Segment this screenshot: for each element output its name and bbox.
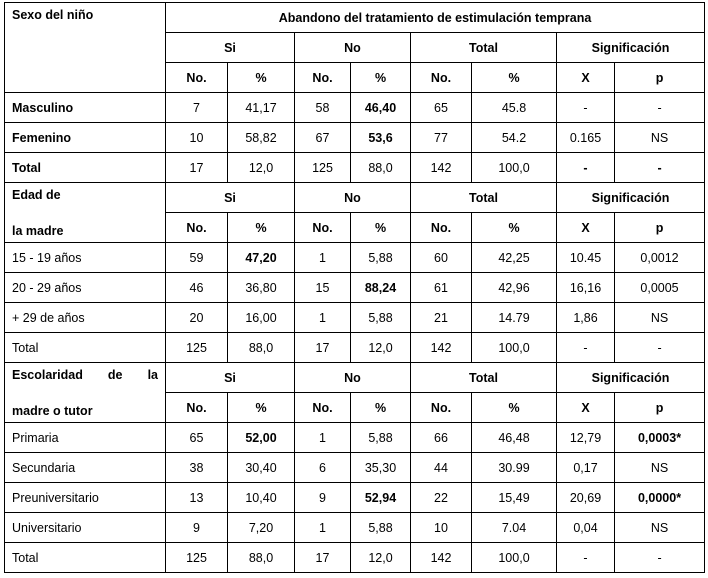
table-cell: 61 bbox=[411, 273, 472, 303]
table-cell: 46,40 bbox=[351, 93, 411, 123]
section-label bbox=[5, 183, 166, 243]
table-cell: 22 bbox=[411, 483, 472, 513]
row-label: Primaria bbox=[5, 423, 166, 453]
table-cell: 67 bbox=[295, 123, 351, 153]
table-cell: 66 bbox=[411, 423, 472, 453]
col-header: No. bbox=[295, 213, 351, 243]
table-cell: 35,30 bbox=[351, 453, 411, 483]
col-header: % bbox=[351, 213, 411, 243]
table-cell: - bbox=[557, 333, 615, 363]
table-cell: 5,88 bbox=[351, 303, 411, 333]
section-label-line: Edad de bbox=[12, 187, 61, 202]
table-row bbox=[5, 93, 705, 123]
section-rows bbox=[5, 93, 705, 183]
table-cell: 42,25 bbox=[472, 243, 557, 273]
table-cell: 17 bbox=[295, 333, 351, 363]
table-cell: 142 bbox=[411, 333, 472, 363]
table-cell: 100,0 bbox=[472, 153, 557, 183]
group-header-total: Total bbox=[411, 33, 557, 63]
table-cell: 15 bbox=[295, 273, 351, 303]
table-cell: 20 bbox=[166, 303, 228, 333]
row-label: Femenino bbox=[5, 123, 166, 153]
label-word: Escolaridad bbox=[12, 367, 83, 382]
table-cell: 1 bbox=[295, 513, 351, 543]
table-cell: 46,48 bbox=[472, 423, 557, 453]
col-header: No. bbox=[411, 63, 472, 93]
table-cell: 36,80 bbox=[228, 273, 295, 303]
table-row bbox=[5, 243, 705, 273]
table-cell: 125 bbox=[295, 153, 351, 183]
table-cell: 100,0 bbox=[472, 333, 557, 363]
table-cell: 10 bbox=[166, 123, 228, 153]
table-cell: 30,40 bbox=[228, 453, 295, 483]
table-cell: 65 bbox=[166, 423, 228, 453]
group-header-si: Si bbox=[166, 183, 295, 213]
table-cell: 7,20 bbox=[228, 513, 295, 543]
table-cell: 7.04 bbox=[472, 513, 557, 543]
table-cell: - bbox=[557, 153, 615, 183]
group-header-no: No bbox=[295, 183, 411, 213]
table-cell: 0,17 bbox=[557, 453, 615, 483]
table-cell: 52,00 bbox=[228, 423, 295, 453]
table-cell: 20,69 bbox=[557, 483, 615, 513]
table-cell: 0,04 bbox=[557, 513, 615, 543]
table-row bbox=[5, 333, 705, 363]
table-cell: 0,0000* bbox=[615, 483, 705, 513]
table-cell: NS bbox=[615, 123, 705, 153]
section-rows bbox=[5, 423, 705, 573]
table-cell: 1 bbox=[295, 423, 351, 453]
col-header: p bbox=[615, 213, 705, 243]
table-cell: 142 bbox=[411, 153, 472, 183]
table-row bbox=[5, 123, 705, 153]
table-cell: 12,0 bbox=[228, 153, 295, 183]
table-cell: 12,79 bbox=[557, 423, 615, 453]
table-cell: 0,0012 bbox=[615, 243, 705, 273]
table-cell: 30.99 bbox=[472, 453, 557, 483]
col-header: p bbox=[615, 393, 705, 423]
table-cell: 5,88 bbox=[351, 423, 411, 453]
table-cell: 38 bbox=[166, 453, 228, 483]
section-label-line: la madre bbox=[12, 223, 64, 238]
section-label-line bbox=[12, 368, 158, 382]
col-header: % bbox=[228, 393, 295, 423]
table-cell: NS bbox=[615, 513, 705, 543]
row-label: Preuniversitario bbox=[5, 483, 166, 513]
table-row bbox=[5, 483, 705, 513]
section-label bbox=[5, 363, 166, 423]
table-cell: 16,16 bbox=[557, 273, 615, 303]
table-cell: 21 bbox=[411, 303, 472, 333]
col-header: No. bbox=[295, 393, 351, 423]
group-header-signif: Significación bbox=[557, 363, 705, 393]
table-cell: NS bbox=[615, 453, 705, 483]
section-label: Sexo del niño bbox=[5, 3, 166, 93]
table-cell: 125 bbox=[166, 543, 228, 573]
table-cell: 12,0 bbox=[351, 543, 411, 573]
results-table bbox=[4, 2, 705, 573]
col-header: % bbox=[472, 393, 557, 423]
table-cell: - bbox=[557, 93, 615, 123]
group-header-no: No bbox=[295, 363, 411, 393]
table-row bbox=[5, 303, 705, 333]
col-header: % bbox=[472, 63, 557, 93]
col-header: % bbox=[351, 393, 411, 423]
table-cell: 58 bbox=[295, 93, 351, 123]
table-cell: 54.2 bbox=[472, 123, 557, 153]
table-row bbox=[5, 513, 705, 543]
table-cell: 16,00 bbox=[228, 303, 295, 333]
table-cell: 14.79 bbox=[472, 303, 557, 333]
table-cell: 9 bbox=[166, 513, 228, 543]
table-cell: 53,6 bbox=[351, 123, 411, 153]
group-header-signif: Significación bbox=[557, 183, 705, 213]
col-header: No. bbox=[411, 393, 472, 423]
group-header-total: Total bbox=[411, 183, 557, 213]
table-cell: 10 bbox=[411, 513, 472, 543]
col-header: X bbox=[557, 393, 615, 423]
table-cell: - bbox=[615, 153, 705, 183]
table-cell: - bbox=[615, 93, 705, 123]
row-label: Secundaria bbox=[5, 453, 166, 483]
section-label-line: madre o tutor bbox=[12, 403, 93, 418]
table-cell: 1 bbox=[295, 303, 351, 333]
table-cell: 88,0 bbox=[351, 153, 411, 183]
table-cell: 5,88 bbox=[351, 513, 411, 543]
group-header-signif: Significación bbox=[557, 33, 705, 63]
row-label: Total bbox=[5, 333, 166, 363]
table-cell: 0,0003* bbox=[615, 423, 705, 453]
table-cell: 52,94 bbox=[351, 483, 411, 513]
table-cell: 7 bbox=[166, 93, 228, 123]
table-cell: 42,96 bbox=[472, 273, 557, 303]
table-cell: 45.8 bbox=[472, 93, 557, 123]
table-cell: 88,24 bbox=[351, 273, 411, 303]
table-cell: 6 bbox=[295, 453, 351, 483]
col-header: % bbox=[472, 213, 557, 243]
table-cell: 17 bbox=[166, 153, 228, 183]
group-header-si: Si bbox=[166, 33, 295, 63]
table-cell: 10.45 bbox=[557, 243, 615, 273]
table-cell: 46 bbox=[166, 273, 228, 303]
table-cell: 13 bbox=[166, 483, 228, 513]
table-cell: 17 bbox=[295, 543, 351, 573]
row-label: 15 - 19 años bbox=[5, 243, 166, 273]
col-header: X bbox=[557, 63, 615, 93]
table-cell: 0.165 bbox=[557, 123, 615, 153]
col-header: p bbox=[615, 63, 705, 93]
table-row bbox=[5, 273, 705, 303]
row-label: Total bbox=[5, 153, 166, 183]
table-cell: - bbox=[615, 333, 705, 363]
table-cell: 88,0 bbox=[228, 333, 295, 363]
col-header: No. bbox=[166, 213, 228, 243]
table-cell: 59 bbox=[166, 243, 228, 273]
row-label: Masculino bbox=[5, 93, 166, 123]
col-header: No. bbox=[166, 63, 228, 93]
section-rows bbox=[5, 243, 705, 363]
table-row bbox=[5, 153, 705, 183]
row-label: Total bbox=[5, 543, 166, 573]
group-header-no: No bbox=[295, 33, 411, 63]
table-cell: 77 bbox=[411, 123, 472, 153]
col-header: % bbox=[228, 63, 295, 93]
table-cell: 88,0 bbox=[228, 543, 295, 573]
col-header: No. bbox=[166, 393, 228, 423]
table-cell: 10,40 bbox=[228, 483, 295, 513]
table-cell: 5,88 bbox=[351, 243, 411, 273]
table-cell: - bbox=[557, 543, 615, 573]
table-cell: 44 bbox=[411, 453, 472, 483]
group-header-si: Si bbox=[166, 363, 295, 393]
main-title: Abandono del tratamiento de estimulación temprana bbox=[166, 3, 705, 33]
label-word: de bbox=[107, 367, 123, 382]
table-cell: 60 bbox=[411, 243, 472, 273]
table-cell: NS bbox=[615, 303, 705, 333]
table-cell: - bbox=[615, 543, 705, 573]
col-header: % bbox=[351, 63, 411, 93]
col-header: No. bbox=[411, 213, 472, 243]
row-label: Universitario bbox=[5, 513, 166, 543]
table-row bbox=[5, 543, 705, 573]
col-header: % bbox=[228, 213, 295, 243]
group-header-total: Total bbox=[411, 363, 557, 393]
table-cell: 12,0 bbox=[351, 333, 411, 363]
table-cell: 0,0005 bbox=[615, 273, 705, 303]
table-row bbox=[5, 453, 705, 483]
col-header: No. bbox=[295, 63, 351, 93]
col-header: X bbox=[557, 213, 615, 243]
table-cell: 125 bbox=[166, 333, 228, 363]
table-cell: 142 bbox=[411, 543, 472, 573]
table-cell: 47,20 bbox=[228, 243, 295, 273]
label-word: la bbox=[147, 367, 158, 382]
table-cell: 15,49 bbox=[472, 483, 557, 513]
table-cell: 1,86 bbox=[557, 303, 615, 333]
table-cell: 58,82 bbox=[228, 123, 295, 153]
table-cell: 9 bbox=[295, 483, 351, 513]
row-label: 20 - 29 años bbox=[5, 273, 166, 303]
table-cell: 65 bbox=[411, 93, 472, 123]
table-cell: 1 bbox=[295, 243, 351, 273]
row-label: + 29 de años bbox=[5, 303, 166, 333]
table-row bbox=[5, 423, 705, 453]
table-cell: 100,0 bbox=[472, 543, 557, 573]
table-cell: 41,17 bbox=[228, 93, 295, 123]
